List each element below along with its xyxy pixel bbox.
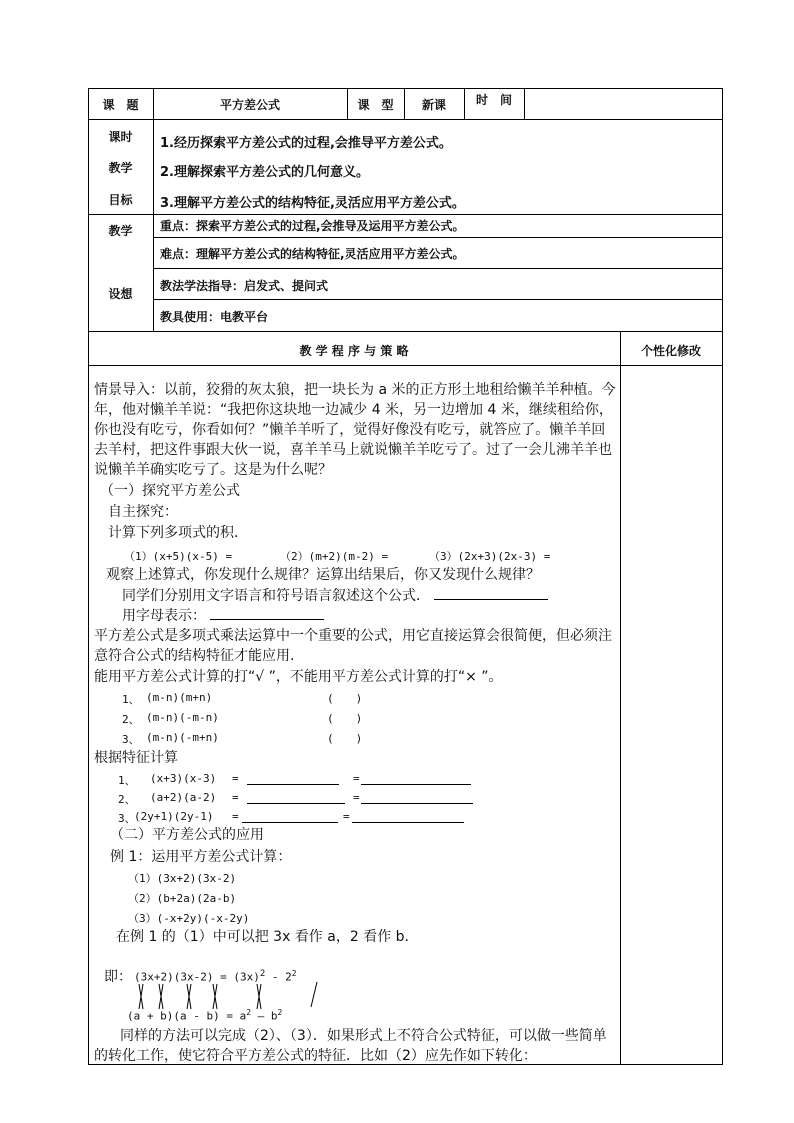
label-time: 时 间 xyxy=(475,93,512,107)
intro-line: 你也没有吃亏，你看如何？”懒羊羊听了，觉得好像没有吃亏，就答应了。懒羊羊回 xyxy=(94,422,606,438)
in-example: 在例 1 的（1）中可以把 3x 看作 a，2 看作 b． xyxy=(116,929,419,945)
intro-line: 去羊村，把这件事跟大伙一说，喜羊羊马上就说懒羊羊吃亏了。过了一会儿沸羊羊也 xyxy=(94,442,612,458)
teaching-tools: 教具使用：电教平台 xyxy=(160,310,269,324)
personal-title: 个性化修改 xyxy=(640,344,701,358)
objective-item: 1.经历探索平方差公式的过程,会推导平方差公式。 xyxy=(160,136,452,151)
exercise-3: （3）(2x+3)(2x-3) = xyxy=(429,550,551,563)
judge-instruction: 能用平方差公式计算的打“√ ”，不能用平方差公式计算的打“× ”。 xyxy=(94,669,503,685)
ie-label: 即： xyxy=(104,969,132,985)
objectives-label-1: 课时 xyxy=(108,130,133,144)
judge-expr: (m-n)(m+n) xyxy=(146,691,213,704)
difficulty: 难点：理解平方差公式的结构特征,灵活应用平方差公式。 xyxy=(160,247,465,261)
judge-paren[interactable]: ( ) xyxy=(327,712,363,725)
important-line: 平方差公式是多项式乘法运算中一个重要的公式，用它直接运算会很简便，但必须注 xyxy=(94,628,612,644)
calc-product: 计算下列多项式的积． xyxy=(108,525,248,541)
arrow-a-sq xyxy=(257,984,261,1009)
answer-blank[interactable] xyxy=(352,810,464,823)
type-value: 新课 xyxy=(421,98,446,112)
answer-blank[interactable] xyxy=(361,772,471,785)
answer-blank[interactable] xyxy=(247,772,339,785)
self-explore: 自主探究： xyxy=(108,504,178,520)
intro-line: 说懒羊羊确实吃亏了。这是为什么呢？ xyxy=(94,462,332,478)
judge-expr: (m-n)(-m-n) xyxy=(146,711,219,724)
feat-no: 2、 xyxy=(118,793,136,806)
design-label-1: 教学 xyxy=(108,224,133,238)
label-topic: 课 题 xyxy=(102,98,139,112)
objective-item: 3.理解平方差公式的结构特征,灵活应用平方差公式。 xyxy=(160,196,465,211)
feat-expr: (a+2)(a-2) xyxy=(150,791,217,804)
same-line: 同样的方法可以完成（2）、（3）．如果形式上不符合公式特征，可以做一些简单 xyxy=(120,1028,607,1044)
arrow-b xyxy=(159,984,163,1009)
example-item: （3）(-x+2y)(-x-2y) xyxy=(128,912,250,925)
objectives-label-3: 目标 xyxy=(108,193,133,207)
ie-top: $(3x+2)(3x-2) = (3x)^2 - 2^2$ xyxy=(134,969,297,984)
ie-bottom: $(a + b)(a - b) = a^2$ — $b^2$ xyxy=(127,1008,283,1023)
answer-blank[interactable] xyxy=(247,791,345,804)
objective-item: 2.理解探索平方差公式的几何意义。 xyxy=(160,165,369,180)
feat-expr: (2y+1)(2y-1) xyxy=(134,810,214,823)
same-line: 的转化工作，使它符合平方差公式的特征．比如（2）应先作如下转化： xyxy=(94,1048,537,1064)
design-label-2: 设想 xyxy=(108,287,133,301)
judge-paren[interactable]: ( ) xyxy=(327,692,363,705)
observe: 观察上述算式，你发现什么规律？运算出结果后，你又发现什么规律？ xyxy=(106,567,540,583)
feat-no: 1、 xyxy=(118,774,136,787)
feat-expr: (x+3)(x-3) xyxy=(150,772,217,785)
exercise-1: （1）(x+5)(x-5) = xyxy=(124,550,233,563)
part1-heading: （一）探究平方差公式 xyxy=(100,483,240,499)
key-point: 重点：探索平方差公式的过程,会推导及运用平方差公式。 xyxy=(160,219,465,233)
part2-heading: （二）平方差公式的应用 xyxy=(110,827,264,843)
objectives-label-2: 教学 xyxy=(108,161,133,175)
arrow-b-sq xyxy=(311,982,317,1007)
by-feature: 根据特征计算 xyxy=(94,750,178,766)
answer-blank[interactable] xyxy=(242,810,338,823)
label-type: 课 型 xyxy=(357,98,394,112)
teaching-method: 教法学法指导：启发式、提问式 xyxy=(160,279,329,293)
topic-value: 平方差公式 xyxy=(219,98,280,112)
judge-no: 2、 xyxy=(122,713,140,726)
example-item: （1）(3x+2)(3x-2) xyxy=(128,872,237,885)
intro-line: 年，他对懒羊羊说：“我把你这块地一边减少 4 米，另一边增加 4 米，继续租给你， xyxy=(94,402,613,418)
important-line: 意符合公式的结构特征才能应用. xyxy=(94,648,295,664)
answer-blank[interactable] xyxy=(361,791,473,804)
example1: 例 1：运用平方差公式计算： xyxy=(110,849,292,865)
judge-no: 3、 xyxy=(122,733,140,746)
judge-no: 1、 xyxy=(122,693,140,706)
judge-paren[interactable]: ( ) xyxy=(327,732,363,745)
arrow-a2 xyxy=(187,984,191,1009)
procedure-title: 教 学 程 序 与 策 略 xyxy=(299,344,409,358)
intro-line: 情景导入：以前，狡猾的灰太狼，把一块长为 a 米的正方形土地租给懒羊羊种植。今 xyxy=(94,382,616,398)
example-item: （2）(b+2a)(2a-b) xyxy=(128,892,237,905)
judge-expr: (m-n)(-m+n) xyxy=(146,731,219,744)
arrow-b2 xyxy=(213,984,217,1009)
arrow-a xyxy=(139,984,143,1009)
exercise-2: （2）(m+2)(m-2) = xyxy=(280,550,389,563)
feat-no: 3、 xyxy=(118,812,136,825)
letters: 用字母表示： xyxy=(122,608,206,624)
answer-blank[interactable] xyxy=(210,607,324,620)
answer-blank[interactable] xyxy=(434,587,548,600)
describe: 同学们分别用文字语言和符号语言叙述这个公式． xyxy=(122,588,430,604)
